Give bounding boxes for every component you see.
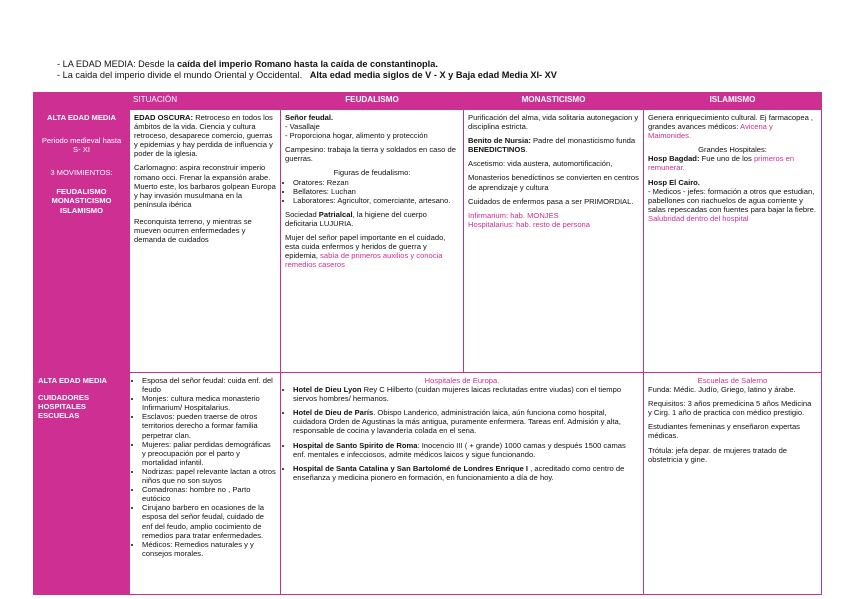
hospitales-cell: Hospitales de Europa. • Hotel de Dieu Lyon Rey C Hilberto (cuidan mujeres laicas reclutadas entre viudas) con el tiempo siervos hombres/ hermanos. • Hotel de Dieu de París. Obispo Landerico, administración laica, aún funciona como hospital, cuidadora Orden de Agustinas la más antigua, puramente enfermera. Tareas enf. Admisión y alta, responsable de cocina y lavandería colada en el sena. • Hospital de Santo Spirito de Roma: Inocencio III ( + grande) 1000 camas y después 1500 camas enf. mentales e infecciosos, admite médicos laicos y sigue funcionando. • Hospital de Santa Catalina y San Bartolomé de Londres Enrique I , acreditado como centro de enseñanza y medicina pionero en formación, en funcionamiento a día de hoy.: [281, 373, 644, 595]
row-cuidadores: [34, 373, 822, 595]
list-item: • Nodrizas: papel relevante lactan a otros niños que no son suyos: [142, 467, 276, 485]
monasticismo-cell: Purificación del alma, vida solitaria autonegacion y disciplina estricta. Benito de Nursia: Padre del monasticismo funda BENEDICTINOS. Ascetismo: vida austera, automortificación, Monasterios benedictinos se convierten en centros de aprendizaje y cultura Cuidados de enfermos pasa a ser PRIMORDIAL. Infirmarium: hab. MONJES Hospitalarius: hab. resto de persona: [464, 110, 644, 373]
header-situacion: SITUACIÓN: [130, 93, 281, 110]
situacion-cell: EDAD OSCURA: Retroceso en todos los ámbitos de la vida. Ciencia y cultura retroceso, desaparece comercio, guerras y epidemias y hay perdida de influencia y poder de la iglesia. Carlomagno: aspira reconstruir imperio romano occi. Frenar la expansión arabe. Muerto este, los barbaros golpean Europa y hay invasión musulmana en la península ibérica Reconquista terreno, y mientras se mueven ocurren enfermedades y demanda de cuidados: [130, 110, 281, 373]
header-monasticismo: MONASTICISMO: [464, 93, 644, 110]
header-islamismo: ISLAMISMO: [644, 93, 822, 110]
list-item: • Cirujano barbero en ocasiones de la esposa del señor feudal, cuidado de enf del feudo, amplio cocimiento de remedios para tratar enfermedades.: [142, 503, 276, 539]
row-alta-edad-media: [34, 110, 822, 373]
row1-label: ALTA EDAD MEDIA Periodo medieval hasta S- XI 3 MOVIMIENTOS: FEUDALISMO MONASTICISMO ISLAMISMO: [34, 110, 130, 373]
summary-table: [33, 92, 822, 595]
escuelas-cell: Escuelas de Salerno Funda: Médic. Judío, Griego, latino y árabe. Requisitos: 3 años premedicina 5 años Medicina y Cirg. 1 año de practica con médico prestigio. Estudiantes femeninas y enseñaron expertas médicas. Trótula: jefa depar. de mujeres tratado de obstetricia y gine.: [644, 373, 822, 595]
intro-line-1: - LA EDAD MEDIA: Desde la caída del imperio Romano hasta la caída de constantinopla.: [57, 59, 438, 69]
intro-line-2: - La caida del imperio divide el mundo Oriental y Occidental. Alta edad media siglos de V - X y Baja edad Media XI- XV: [57, 70, 557, 80]
feudalismo-cell: Señor feudal. - Vasallaje - Proporciona hogar, alimento y protección Campesino: trabaja la tierra y soldados en caso de guerras. Figuras de feudalismo: • Oratores: Rezan • Bellatores: Luchan • Laboratores: Agricultor, comerciante, artesano. Sociedad Patrialcal, la higiene del cuerpo deficitaria LUJURIA. Mujer del señor papel importante en el cuidado, esta cuida enfermos y heridos de guerra y epidemia, sabía de primeros auxilios y conocia remedios caseros: [281, 110, 464, 373]
list-item: • Comadronas: hombre no , Parto eutócico: [142, 485, 276, 503]
islamismo-cell: Genera enriquecimiento cultural. Ej farmacopea , grandes avances médicos: Avicena y Maimonides. Grandes Hospitales: Hosp Bagdad: Fue uno de los primeros en remunerar. Hosp El Cairo. - Medicos - jefes: formación a otros que estudian, pabellones con riachuelos de agua corriente y salas repescadas con fuentes para bajar la fiebre. Salubridad dentro del hospital: [644, 110, 822, 373]
list-item: • Monjes: cultura medica monasterio Infirmarium/ Hospitalarius.: [142, 394, 276, 412]
header-corner: [34, 93, 130, 110]
list-item: • Esposa del señor feudal: cuida enf. del feudo: [142, 376, 276, 394]
header-row: [34, 93, 822, 110]
header-feudalismo: FEUDALISMO: [281, 93, 464, 110]
row2-label: ALTA EDAD MEDIA CUIDADORES HOSPITALES ESCUELAS: [34, 373, 130, 595]
list-item: • Mujeres: paliar perdidas demográficas y preocupación por el parto y mortalidad infantil.: [142, 440, 276, 467]
list-item: • Esclavos: pueden traerse de otros territorios derecho a formar familia perpetrar clan.: [142, 412, 276, 439]
cuidadores-cell: [130, 373, 281, 595]
list-item: • Médicos: Remedios naturales y y consejos morales.: [142, 540, 276, 558]
intro-text: [57, 59, 557, 81]
